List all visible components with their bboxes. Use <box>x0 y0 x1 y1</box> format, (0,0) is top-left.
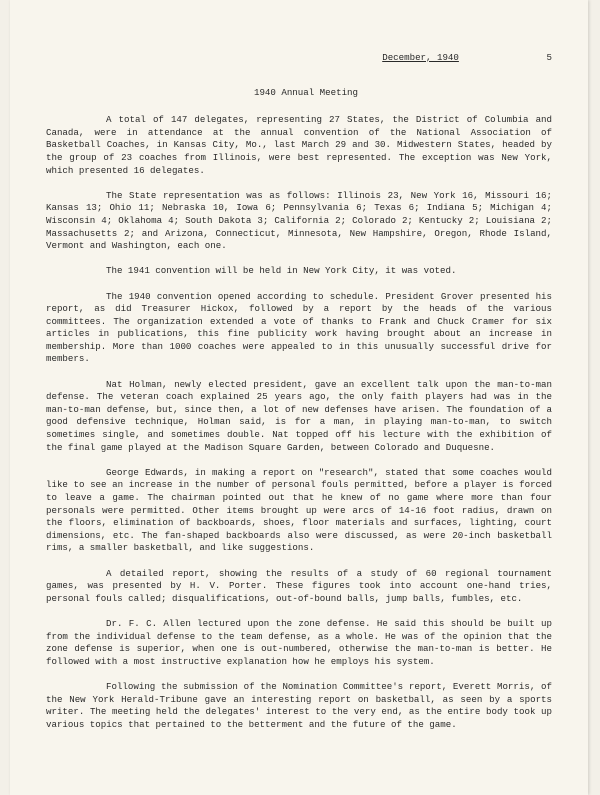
document-page <box>10 0 588 795</box>
page-header <box>46 52 552 65</box>
page-content <box>46 52 552 744</box>
header-date: December, 1940 <box>382 52 459 63</box>
paragraph-holman: Nat Holman, newly elected president, gave an excellent talk upon the man-to-man defense. The veteran coach explained 25 years ago, the only faith players had was in the man-to-man defense, but, since then, a lot of new defenses have arisen. The foundation of a good defensive technique, Holman said, is for a man, in playing man-to-man, to switch sometimes single, and sometimes double. Nat topped off his lecture with the exhibition of the final game played at the Madison Square Garden, between Colorado and Duquesne. <box>46 378 552 453</box>
paragraph-porter: A detailed report, showing the results of a study of 60 regional tournament games, was presented by H. V. Porter. These figures took into account one-hand tries, personal fouls called; disqualifications, out-of-bound balls, jump balls, fumbles, etc. <box>46 567 552 604</box>
page-number: 5 <box>546 52 552 63</box>
paragraph-state-representation: The State representation was as follows: Illinois 23, New York 16, Missouri 16; Kansas 13; Ohio 11; Nebraska 10, Iowa 6; Pennsylvania 6; Texas 6; Indiana 5; Michigan 4; Wisconsin 4; Oklahoma 4; South Dakota 3; California 2; Colorado 2; Kentucky 2; Louisiana 2; Massachusetts 2; and Arizona, Connecticut, Minnesota, New Hampshire, Oregon, Rhode Island, Vermont and Washington, each one. <box>46 189 552 252</box>
paragraph-morris: Following the submission of the Nomination Committee's report, Everett Morris, of the New York Herald-Tribune gave an interesting report on basketball, as seen by a sports writer. The meeting held the delegates' interest to the very end, as the entire body took up various topics that pertained to the betterment and the future of the game. <box>46 680 552 730</box>
article-title: 1940 Annual Meeting <box>253 86 359 98</box>
paragraph-delegates: A total of 147 delegates, representing 27 States, the District of Columbia and Canada, were in attendance at the annual convention of the National Association of Basketball Coaches, in Kansas City, Mo., last March 29 and 30. Midwestern States, headed by the group of 23 coaches from Illinois, were best represented. The exception was New York, which presented 16 delegates. <box>46 114 552 176</box>
paragraph-opening: The 1940 convention opened according to schedule. President Grover presented his report, as did Treasurer Hickox, followed by a report by the heads of the various committees. The organization extended a vote of thanks to Frank and Chuck Cramer for six articles in publications, this fine publicity work having brought about an increase in membership. More than 1000 coaches were appealed to in this unusually successful drive for members. <box>46 290 552 365</box>
paragraph-allen: Dr. F. C. Allen lectured upon the zone defense. He said this should be built up from the individual defense to the team defense, as a whole. He was of the opinion that the zone defense is superior, when one is out-numbered, otherwise the man-to-man is better. He followed with a most instructive explanation how he employs his system. <box>46 617 552 667</box>
paragraph-edwards: George Edwards, in making a report on "research", stated that some coaches would like to see an increase in the number of personal fouls permitted, before a player is forced to leave a game. The chairman pointed out that he knew of no game where more than four personals were permitted. Other items brought up were arcs of 14-16 foot radius, drawn on the floors, elimination of backboards, shoes, floor materials and surfaces, lighting, court dimensions, etc. The fan-shaped backboards also were discussed, as were 20-inch basketball rims, a smaller basketball, and like suggestions. <box>46 466 552 554</box>
paragraph-1941-convention: The 1941 convention will be held in New York City, it was voted. <box>106 265 457 277</box>
